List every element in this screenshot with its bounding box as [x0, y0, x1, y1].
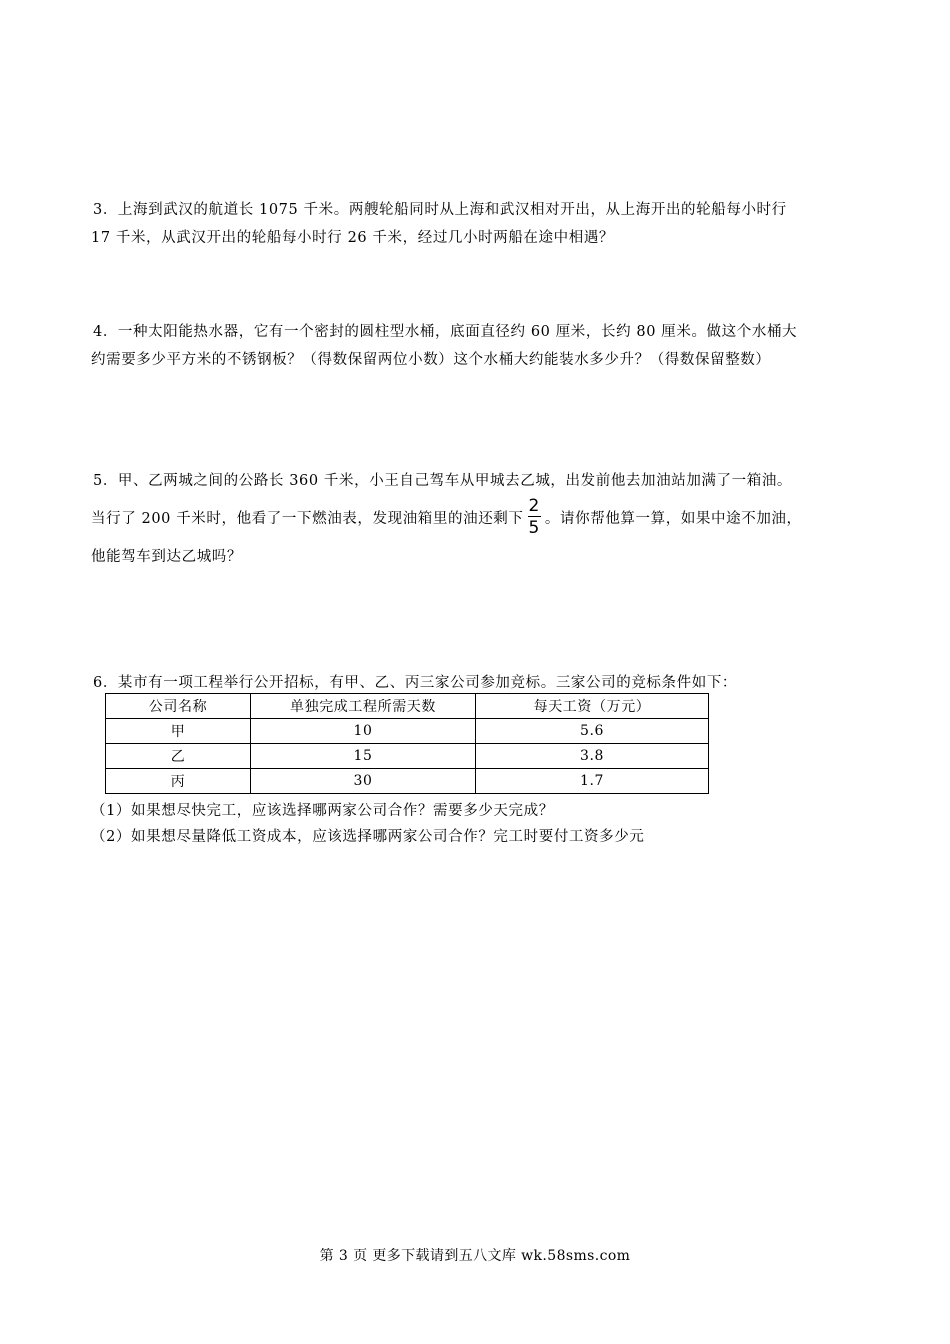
table-cell: 10: [251, 719, 476, 744]
fraction-denominator: 5: [528, 518, 540, 538]
problem-5-line-2-before: 当行了 200 千米时，他看了一下燃油表，发现油箱里的油还剩下: [91, 511, 524, 527]
table-row: [106, 744, 709, 769]
fraction-two-fifths: [528, 497, 541, 537]
problem-4: [91, 318, 871, 374]
table-row: [106, 719, 709, 744]
problem-5-line-3: 他能驾车到达乙城吗？: [91, 549, 242, 565]
problem-6-subquestion-2: （2）如果想尽量降低工资成本，应该选择哪两家公司合作？完工时要付工资多少元: [91, 829, 645, 845]
table-header-cell: 公司名称: [106, 694, 251, 719]
page-footer: 第 3 页 更多下载请到五八文库 wk.58sms.com: [319, 1248, 631, 1264]
table-row: [106, 769, 709, 794]
table-cell: 丙: [106, 769, 251, 794]
table-header-cell: 单独完成工程所需天数: [251, 694, 476, 719]
table-cell: 1.7: [476, 769, 709, 794]
problem-5-line-1: 5．甲、乙两城之间的公路长 360 千米，小王自己驾车从甲城去乙城，出发前他去加油站加满了一箱油。: [93, 473, 793, 489]
problem-6-line-1: 6．某市有一项工程举行公开招标，有甲、乙、丙三家公司参加竞标。三家公司的竞标条件如下：: [93, 675, 738, 691]
problem-3: [91, 196, 871, 252]
bid-conditions-table: [105, 693, 709, 794]
problem-6-subquestion-1: （1）如果想尽快完工，应该选择哪两家公司合作？需要多少天完成？: [91, 803, 554, 819]
fraction-numerator: 2: [528, 496, 540, 516]
problem-3-line-1: 3．上海到武汉的航道长 1075 千米。两艘轮船同时从上海和武汉相对开出，从上海开出的轮船每小时行: [93, 202, 787, 218]
problem-3-line-2: 17 千米，从武汉开出的轮船每小时行 26 千米，经过几小时两船在途中相遇？: [91, 230, 615, 246]
table-cell: 15: [251, 744, 476, 769]
problem-5-line-2: [91, 496, 871, 539]
fraction-bar: [528, 516, 541, 517]
table-header-row: [106, 694, 709, 719]
table-cell: 乙: [106, 744, 251, 769]
table-cell: 甲: [106, 719, 251, 744]
table-cell: 3.8: [476, 744, 709, 769]
problem-4-line-1: 4．一种太阳能热水器，它有一个密封的圆柱型水桶，底面直径约 60 厘米，长约 80 厘米。做这个水桶大: [93, 324, 798, 340]
table-cell: 30: [251, 769, 476, 794]
problem-5-line-2-after: 。请你帮他算一算，如果中途不加油，: [544, 511, 802, 527]
table-header-cell: 每天工资（万元）: [476, 694, 709, 719]
problem-4-line-2: 约需要多少平方米的不锈钢板？（得数保留两位小数）这个水桶大约能装水多少升？（得数保留整数）: [91, 352, 771, 368]
table-cell: 5.6: [476, 719, 709, 744]
problem-5: [91, 467, 871, 571]
